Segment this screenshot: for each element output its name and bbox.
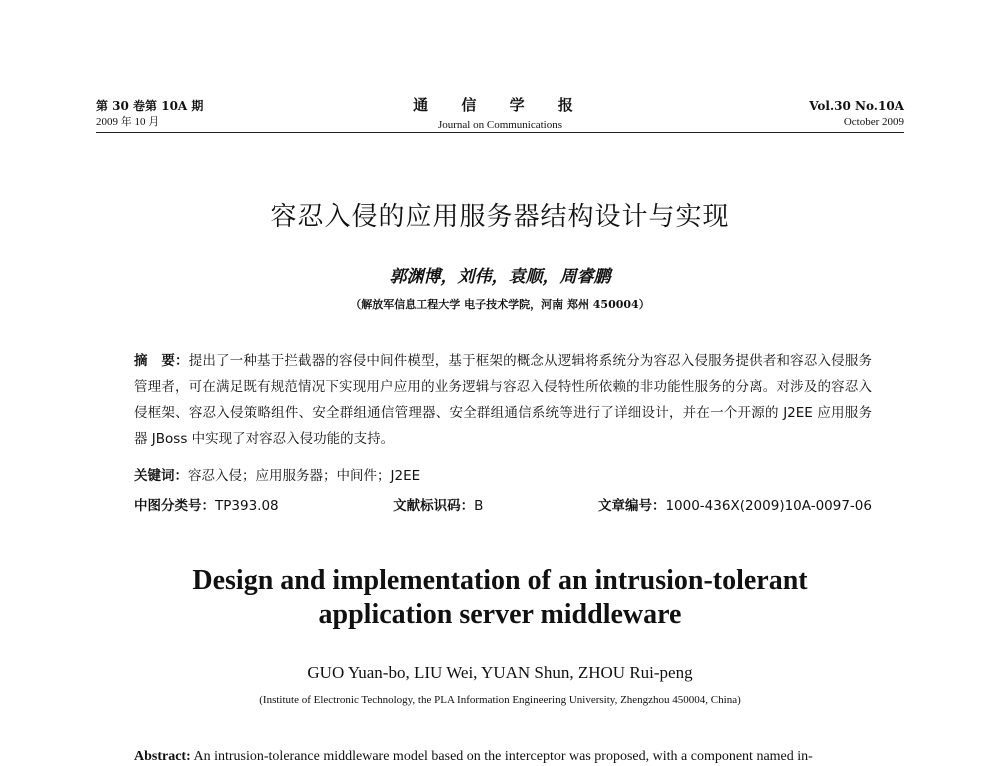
keywords-text: 容忍入侵；应用服务器；中间件；J2EE [188,468,421,484]
paper-title-cn: 容忍入侵的应用服务器结构设计与实现 [270,202,730,232]
doc-code-value: B [474,498,484,514]
document-code [393,494,483,514]
header-volume-info [809,98,904,130]
authors-cn: 郭渊博，刘伟，袁顺，周睿鹏 [389,267,611,287]
abstract-en-text: An intrusion-tolerance middleware model based on the interceptor was proposed, with a component named in- [190,749,813,764]
abstract-cn-text: 提出了一种基于拦截器的容侵中间件模型，基于框架的概念从逻辑将系统分为容忍入侵服务提供者和容忍入侵服务管理者，可在满足既有规范情况下实现用户应用的业务逻辑与容忍入侵特性所依赖的非功能性服务的分离。对涉及的容忍入侵框架、容忍入侵策略组件、安全群组通信管理器、安全群组通信系统等进行了详细设计，并在一个开源的 J2EE 应用服务器 JBoss 中实现了对容忍入侵功能的支持。 [134,353,873,447]
journal-name-en: Journal on Communications [437,119,563,131]
keywords-label: 关键词： [134,468,188,484]
abstract-en-label: Abstract: [134,749,191,764]
header-volume-cn: 第 30 卷第 10A 期 [96,99,204,113]
abstract-en [134,748,872,766]
article-label: 文章编号： [597,498,666,514]
article-value: 1000-436X(2009)10A-0097-06 [665,498,872,514]
clc-label: 中图分类号： [134,498,215,514]
clc-value: TP393.08 [215,498,279,514]
header-date-cn: 2009 年 10 月 [96,116,160,128]
header-date-en: October 2009 [843,116,904,128]
header-volume-en: Vol.30 No.10A [809,99,904,113]
header-rule [96,132,904,133]
abstract-cn-label: 摘 要： [134,353,189,369]
journal-name-cn: 通 信 学 报 [413,96,587,114]
clc-number [134,494,279,514]
doc-code-label: 文献标识码： [393,498,475,514]
authors-en: GUO Yuan-bo, LIU Wei, YUAN Shun, ZHOU Rui-peng [307,663,693,682]
affiliation-cn: （解放军信息工程大学 电子技术学院，河南 郑州 450004） [350,298,650,311]
article-number [598,494,872,514]
paper-title-en-line2: application server middleware [318,599,682,630]
keywords-cn [134,464,420,484]
abstract-cn [134,348,872,452]
paper-title-en-line1: Design and implementation of an intrusion-tolerant [192,565,808,596]
classification-row [134,494,872,514]
affiliation-en: (Institute of Electronic Technology, the PLA Information Engineering University, Zhengzhou 450004, China) [259,694,741,706]
paper-title-en [0,564,1000,632]
